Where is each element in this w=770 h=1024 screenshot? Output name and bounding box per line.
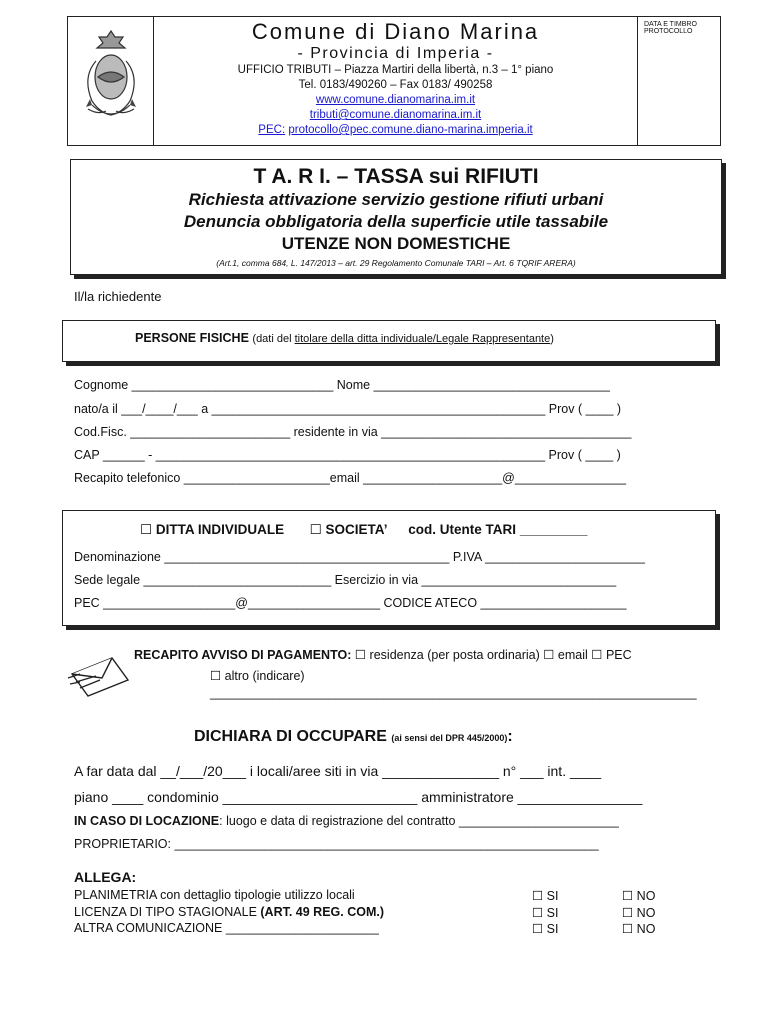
field-telefono-email[interactable]: Recapito telefonico _____________________email ____________________@________________ [74, 471, 627, 485]
allega-item-yes[interactable]: ☐ SI [532, 889, 559, 903]
recapito-options[interactable]: ☐ residenza (per posta ordinaria) ☐ email ☐ PEC [354, 648, 632, 662]
province-name: - Provincia di Imperia - [297, 45, 494, 62]
option-ditta-individuale[interactable]: ☐ DITTA INDIVIDUALE [140, 522, 285, 537]
coat-of-arms-cell [68, 17, 154, 145]
pec-link[interactable]: protocollo@pec.comune.diano-marina.imperia.it [288, 124, 533, 136]
form-subtitle-1: Richiesta attivazione servizio gestione rifiuti urbani [188, 190, 604, 209]
allega-item-yes[interactable]: ☐ SI [532, 922, 559, 936]
allega-item-no[interactable]: ☐ NO [622, 889, 656, 903]
applicant-label: Il/la richiedente [74, 289, 162, 304]
website-link[interactable]: www.comune.dianomarina.im.it [315, 94, 476, 106]
utente-tari-field[interactable]: _________ [519, 522, 588, 537]
field-cognome-nome[interactable]: Cognome _____________________________ Nome __________________________________ [74, 378, 610, 392]
field-proprietario[interactable]: PROPRIETARIO: _____________________________________________________________ [74, 837, 599, 851]
stamp-label: DATA E TIMBRO PROTOCOLLO [644, 21, 697, 35]
field-locazione[interactable]: : luogo e data di registrazione del contratto _______________________ [219, 814, 619, 828]
pec-label: PEC: [258, 124, 286, 136]
allega-heading: ALLEGA: [74, 869, 137, 885]
email-link[interactable]: tributi@comune.dianomarina.im.it [309, 109, 482, 121]
pf-note-underlined: titolare della ditta individuale/Legale Rappresentante [294, 333, 551, 345]
field-pec-ateco[interactable]: PEC ___________________@___________________ CODICE ATECO _____________________ [74, 596, 627, 610]
dichiara-note: (ai sensi del DPR 445/2000) [391, 733, 508, 743]
field-piano-condominio[interactable]: piano ____ condominio _________________________ amministratore ________________ [74, 789, 643, 805]
dichiara-heading: DICHIARA DI OCCUPARE [194, 728, 387, 745]
form-title: T A. R I. – TASSA sui RIFIUTI [253, 165, 539, 188]
recapito-altro[interactable]: ☐ altro (indicare) [210, 669, 305, 683]
envelope-icon [66, 652, 132, 698]
field-codfisc-residenza[interactable]: Cod.Fisc. _______________________ residente in via ____________________________________ [74, 425, 632, 439]
recapito-label: RECAPITO AVVISO DI PAGAMENTO: [134, 648, 352, 662]
persone-fisiche-heading: PERSONE FISICHE [135, 331, 249, 345]
pf-note-post: ) [550, 333, 554, 345]
allega-item-label: ALTRA COMUNICAZIONE ______________________ [74, 921, 379, 935]
allega-item-label: PLANIMETRIA con dettaglio tipologie utilizzo locali [74, 888, 355, 902]
field-denominazione-piva[interactable]: Denominazione _________________________________________ P.IVA _______________________ [74, 550, 645, 564]
title-box [70, 159, 722, 275]
municipality-name: Comune di Diano Marina [251, 19, 540, 44]
header-info [154, 17, 638, 145]
recapito-altro-field[interactable]: ______________________________________________________________________ [210, 686, 697, 700]
legal-reference: (Art.1, comma 684, L. 147/2013 – art. 29 Regolamento Comunale TARI – Art. 6 TQRIF ARERA) [216, 258, 576, 268]
protocol-stamp-area [638, 17, 721, 145]
allega-item-yes[interactable]: ☐ SI [532, 906, 559, 920]
utente-tari-label: cod. Utente TARI [408, 522, 517, 537]
allega-item-no[interactable]: ☐ NO [622, 922, 656, 936]
persone-fisiche-box [62, 320, 716, 362]
phone-fax: Tel. 0183/490260 – Fax 0183/ 490258 [298, 79, 493, 91]
allega-item-label: LICENZA DI TIPO STAGIONALE (ART. 49 REG. COM.) [74, 905, 385, 919]
form-subtitle-3: UTENZE NON DOMESTICHE [281, 234, 511, 253]
field-cap-prov[interactable]: CAP ______ - ________________________________________________________ Prov ( ____ ) [74, 448, 621, 462]
field-nascita[interactable]: nato/a il ___/____/___ a ________________________________________________ Prov ( ____ ) [74, 402, 622, 416]
allega-item-no[interactable]: ☐ NO [622, 906, 656, 920]
dichiara-colon: : [507, 728, 513, 745]
form-subtitle-2: Denuncia obbligatoria della superficie utile tassabile [183, 212, 609, 231]
coat-of-arms-icon [68, 17, 154, 145]
field-data-indirizzo[interactable]: A far data dal __/___/20___ i locali/aree siti in via _______________ n° ___ int. ____ [74, 763, 602, 779]
office-address: UFFICIO TRIBUTI – Piazza Martiri della libertà, n.3 – 1° piano [237, 64, 554, 76]
letterhead [67, 16, 721, 146]
locazione-label: IN CASO DI LOCAZIONE [74, 814, 220, 828]
field-sede-esercizio[interactable]: Sede legale ___________________________ Esercizio in via ____________________________ [74, 573, 617, 587]
pf-note-pre: (dati del [252, 333, 295, 345]
option-societa[interactable]: ☐ SOCIETA’ [309, 522, 387, 537]
